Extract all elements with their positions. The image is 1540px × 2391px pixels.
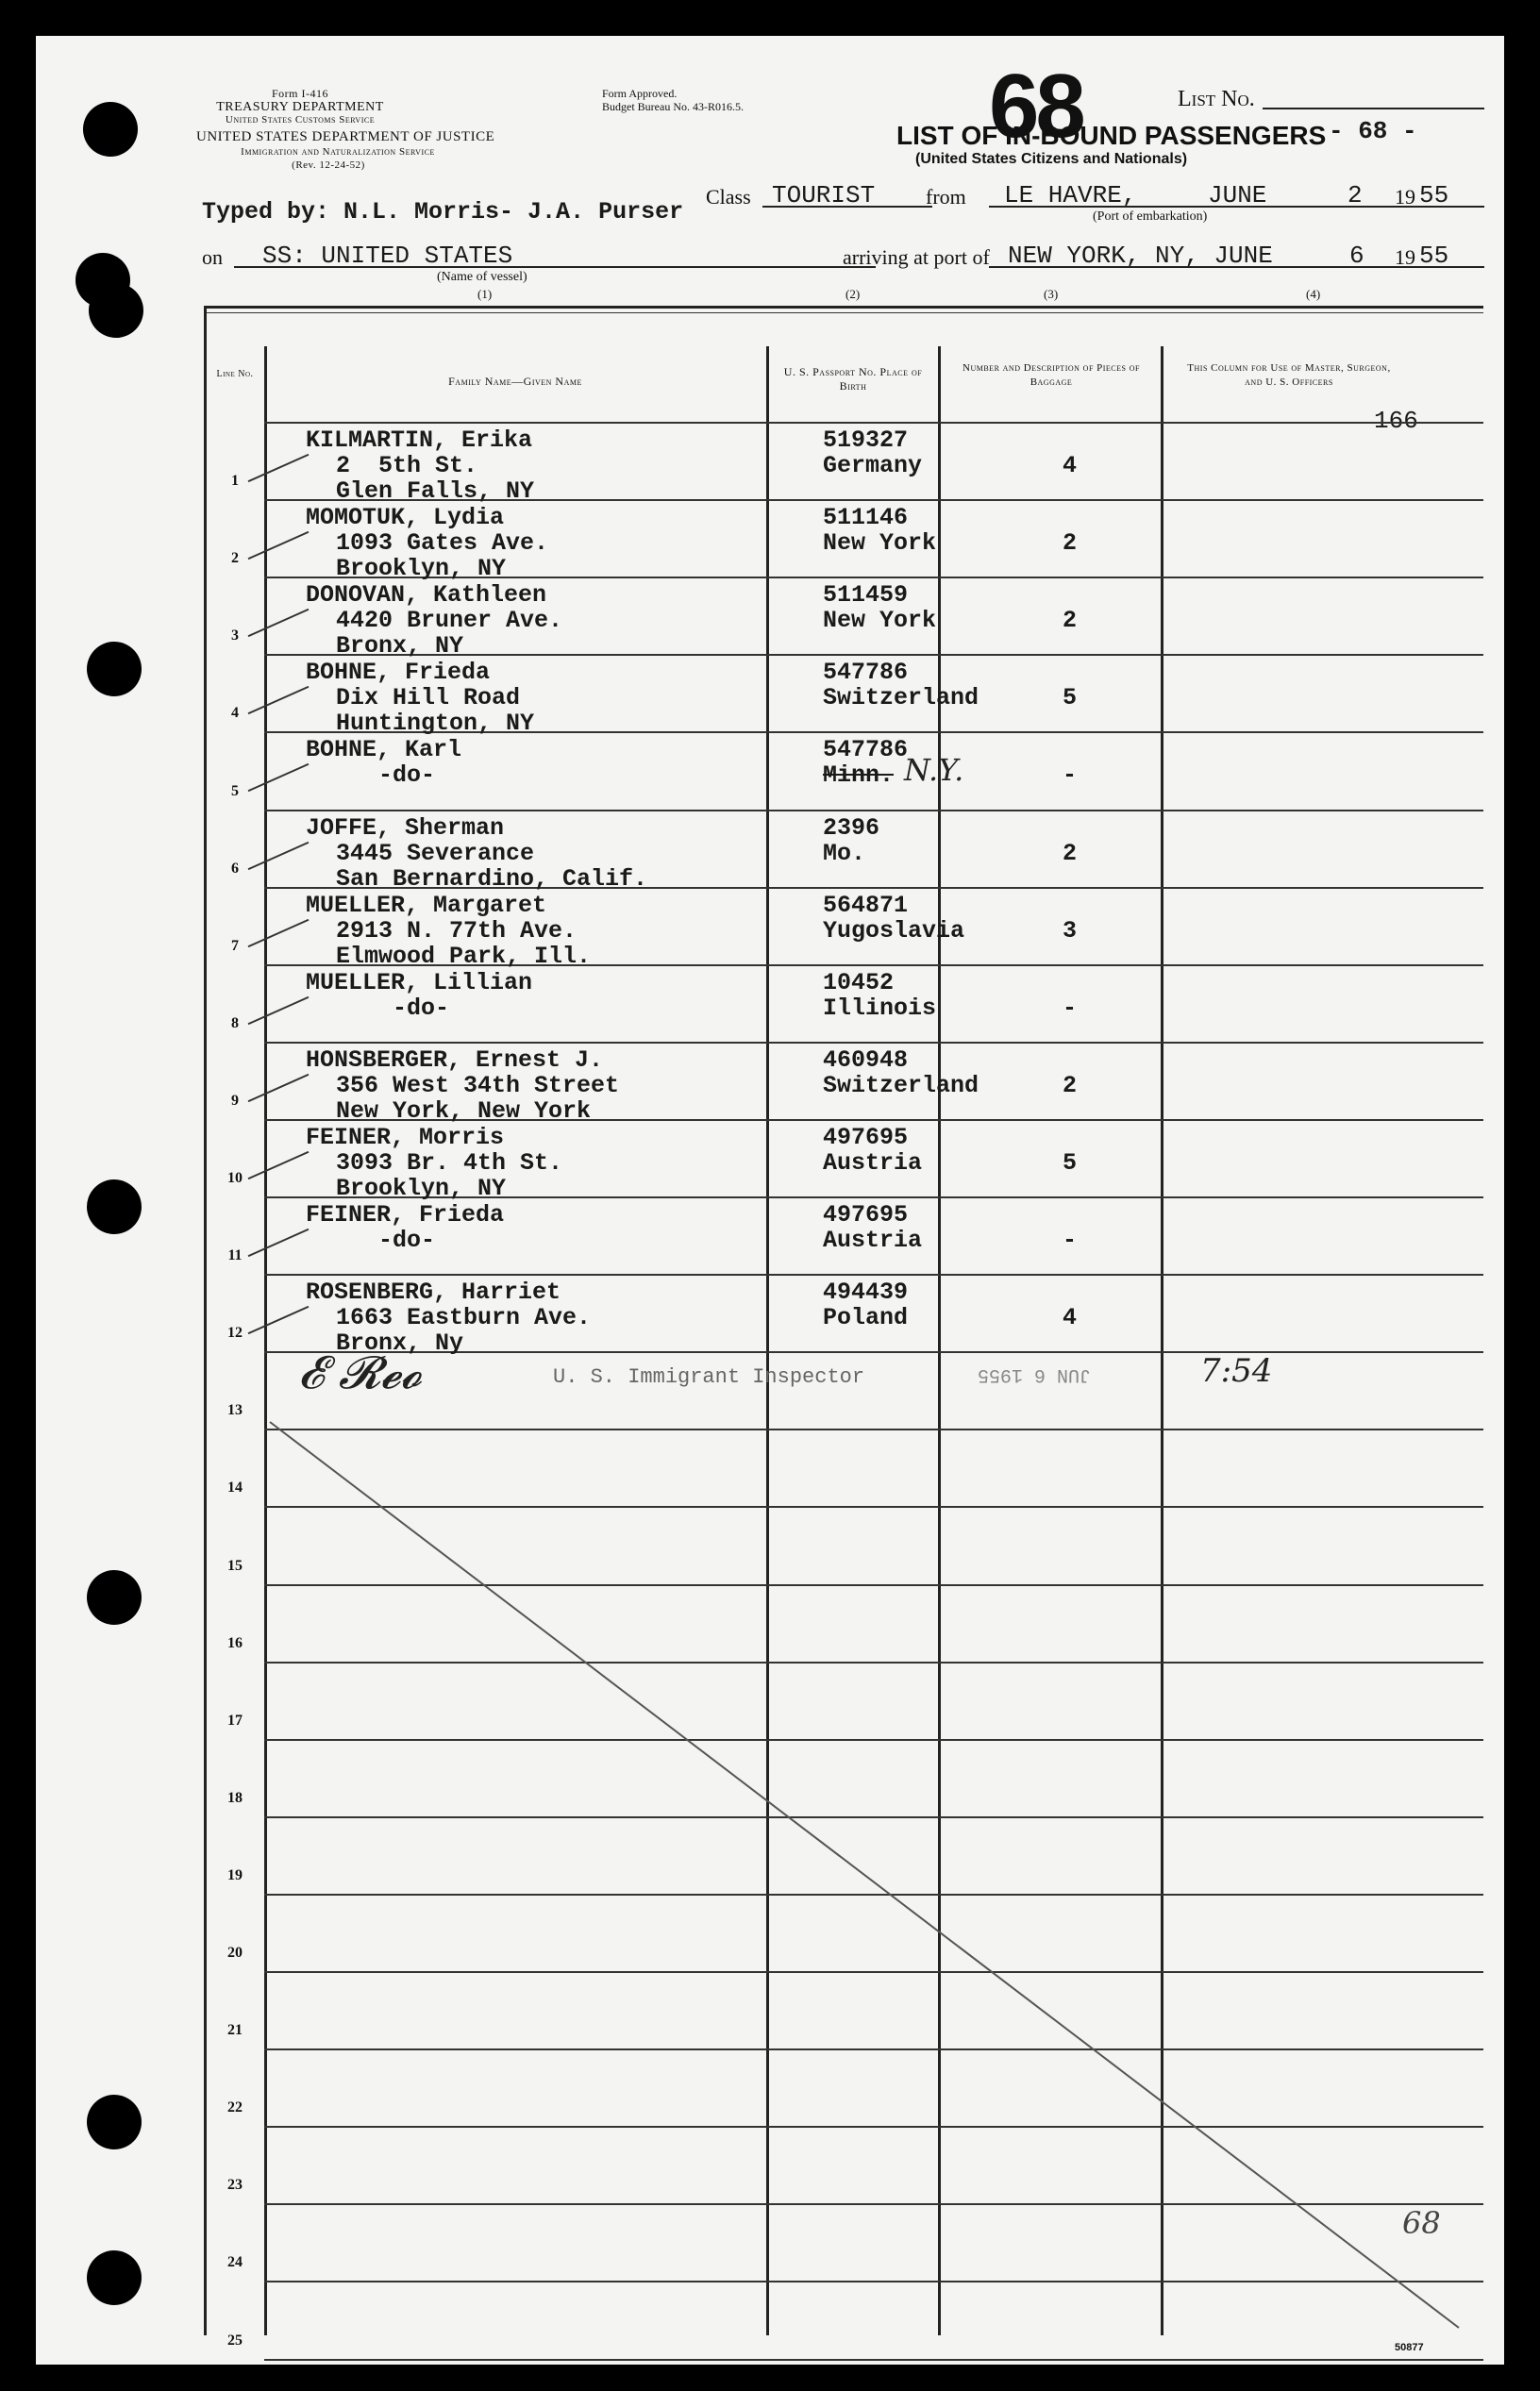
passenger-address-2: Huntington, NY xyxy=(336,710,535,738)
passenger-address-2: Bronx, NY xyxy=(336,632,464,660)
date-stamp: JUN 6 1955 xyxy=(978,1363,1092,1385)
place-of-birth: Switzerland xyxy=(823,684,979,712)
dept-treasury-sub: United States Customs Service xyxy=(225,114,376,125)
baggage-count: 4 xyxy=(1063,452,1078,479)
place-of-birth: Poland xyxy=(823,1304,909,1332)
line-number: 14 xyxy=(227,1480,243,1496)
baggage-count: - xyxy=(1063,1227,1078,1254)
passport-number: 564871 xyxy=(823,891,909,919)
passenger-address-1: 3445 Severance xyxy=(336,839,535,867)
time-note: 7:54 xyxy=(1200,1352,1273,1390)
baggage-count: 2 xyxy=(1063,839,1078,867)
from-year: 55 xyxy=(1419,181,1449,209)
baggage-count: 2 xyxy=(1063,529,1078,558)
from-year-prefix: 19 xyxy=(1395,185,1415,209)
place-of-birth: Switzerland xyxy=(823,1071,979,1099)
line-number: 9 xyxy=(231,1092,239,1109)
form-number: Form I-416 xyxy=(272,87,328,100)
place-of-birth: New York xyxy=(823,607,937,635)
col-num-1: (1) xyxy=(477,287,493,301)
line-number: 17 xyxy=(227,1712,243,1729)
from-month: JUNE xyxy=(1208,181,1267,209)
passenger-address-1: 2913 N. 77th Ave. xyxy=(336,916,578,945)
passenger-name: ROSENBERG, Harriet xyxy=(306,1279,561,1307)
line-number: 23 xyxy=(227,2177,243,2194)
line-number: 25 xyxy=(227,2332,243,2349)
place-of-birth: New York xyxy=(823,529,937,558)
line-number: 5 xyxy=(231,782,239,799)
passenger-address-2: Elmwood Park, Ill. xyxy=(336,942,592,970)
line-number: 10 xyxy=(227,1170,243,1186)
line-number: 6 xyxy=(231,860,239,877)
list-no-value: - 68 - xyxy=(1329,117,1417,145)
place-of-birth: Germany xyxy=(823,452,923,479)
passport-number: 547786 xyxy=(823,736,909,764)
from-label: from xyxy=(926,185,966,209)
class-label: Class xyxy=(706,185,751,209)
row-rule xyxy=(264,2359,1483,2361)
col-num-2: (2) xyxy=(845,287,861,301)
arrival-day: 6 xyxy=(1349,242,1364,270)
list-no-label: List No. xyxy=(1178,87,1255,111)
passenger-address-1: Dix Hill Road xyxy=(336,684,521,712)
punch-hole xyxy=(87,2095,142,2149)
line-number: 16 xyxy=(227,1634,243,1651)
header-baggage: Number and Description of Pieces of Baggage xyxy=(962,362,1140,388)
arrival-port: NEW YORK, NY, JUNE xyxy=(1008,242,1273,270)
typed-by: Typed by: N.L. Morris- J.A. Purser xyxy=(202,198,684,226)
place-of-birth: Yugoslavia xyxy=(823,916,965,945)
manifest-page xyxy=(36,36,1504,2365)
passenger-address-1: 356 West 34th Street xyxy=(336,1071,620,1099)
passenger-address-1: 1663 Eastburn Ave. xyxy=(336,1304,592,1332)
birth-correction-note: N.Y. xyxy=(904,752,964,789)
from-day: 2 xyxy=(1348,181,1363,209)
col-num-4: (4) xyxy=(1306,287,1321,301)
line-number: 24 xyxy=(227,2254,243,2271)
passenger-name: MUELLER, Lillian xyxy=(306,968,533,996)
passenger-name: JOFFE, Sherman xyxy=(306,813,505,842)
passenger-address-1: -do- xyxy=(336,994,450,1022)
baggage-count: - xyxy=(1063,761,1078,790)
punch-hole xyxy=(83,102,138,157)
passenger-name: MUELLER, Margaret xyxy=(306,891,547,919)
arriving-label: arriving at port of xyxy=(843,245,990,269)
passenger-address-2: San Bernardino, Calif. xyxy=(336,864,648,893)
page-note: 68 xyxy=(1402,2205,1441,2241)
baggage-count: 4 xyxy=(1063,1304,1078,1332)
passenger-address-1: 1093 Gates Ave. xyxy=(336,529,549,558)
list-no-underline xyxy=(1263,108,1484,109)
place-of-birth: Austria xyxy=(823,1227,923,1254)
line-number: 12 xyxy=(227,1325,243,1342)
passport-number: 547786 xyxy=(823,659,909,687)
header-name: Family Name—Given Name xyxy=(448,375,582,388)
line-number: 7 xyxy=(231,937,239,954)
arrival-year-prefix: 19 xyxy=(1395,245,1415,269)
passenger-address-1: 4420 Bruner Ave. xyxy=(336,607,563,635)
passenger-address-2: Glen Falls, NY xyxy=(336,477,535,505)
passport-number: 460948 xyxy=(823,1045,909,1074)
baggage-count: 5 xyxy=(1063,1148,1078,1177)
footer-code: 50877 xyxy=(1395,2342,1424,2353)
from-underline xyxy=(989,206,1484,208)
port-caption: (Port of embarkation) xyxy=(1093,209,1208,224)
passenger-address-1: 3093 Br. 4th St. xyxy=(336,1148,563,1177)
passenger-address-2: New York, New York xyxy=(336,1096,592,1125)
officer-note-166: 166 xyxy=(1374,407,1418,435)
list-big-number: 68 xyxy=(989,56,1082,157)
punch-hole xyxy=(87,1179,142,1234)
baggage-count: 3 xyxy=(1063,916,1078,945)
passport-number: 2396 xyxy=(823,813,880,842)
arrival-year: 55 xyxy=(1419,242,1449,270)
punch-hole xyxy=(87,2250,142,2305)
passport-number: 519327 xyxy=(823,426,909,454)
line-number: 19 xyxy=(227,1866,243,1883)
passport-number: 511459 xyxy=(823,581,909,610)
header-officers: This Column for Use of Master, Surgeon, and U. S. Officers xyxy=(1187,362,1391,388)
place-of-birth: Minn. xyxy=(823,761,895,790)
line-number: 13 xyxy=(227,1402,243,1419)
line-number: 15 xyxy=(227,1557,243,1574)
passenger-name: BOHNE, Frieda xyxy=(306,659,491,687)
on-label: on xyxy=(202,245,223,269)
punch-hole xyxy=(87,642,142,696)
baggage-count: 5 xyxy=(1063,684,1078,712)
passenger-address-2: Bronx, Ny xyxy=(336,1329,464,1358)
list-title: LIST OF IN-BOUND PASSENGERS xyxy=(896,121,1327,150)
form-approved: Form Approved. xyxy=(602,87,678,100)
line-number: 11 xyxy=(227,1247,243,1264)
punch-hole xyxy=(89,283,143,338)
dept-justice: UNITED STATES DEPARTMENT OF JUSTICE xyxy=(196,129,495,144)
punch-hole xyxy=(87,1570,142,1625)
class-value: TOURIST xyxy=(772,181,876,209)
line-number: 1 xyxy=(231,473,239,490)
passport-number: 511146 xyxy=(823,504,909,532)
passenger-address-1: -do- xyxy=(336,1227,436,1254)
passenger-name: MOMOTUK, Lydia xyxy=(306,504,505,532)
cancel-diagonal xyxy=(204,309,1483,2335)
passenger-name: DONOVAN, Kathleen xyxy=(306,581,547,610)
passenger-address-1: -do- xyxy=(336,761,436,790)
passenger-name: HONSBERGER, Ernest J. xyxy=(306,1045,604,1074)
passport-number: 10452 xyxy=(823,968,895,996)
passenger-name: BOHNE, Karl xyxy=(306,736,462,764)
line-number: 20 xyxy=(227,1945,243,1961)
line-number: 4 xyxy=(231,705,239,722)
header-line-no: Line No. xyxy=(216,369,254,379)
line-number: 18 xyxy=(227,1789,243,1806)
passenger-address-2: Brooklyn, NY xyxy=(336,555,507,583)
passport-number: 494439 xyxy=(823,1279,909,1307)
place-of-birth: Illinois xyxy=(823,994,937,1022)
dept-justice-sub: Immigration and Naturalization Service xyxy=(241,146,435,158)
col-num-3: (3) xyxy=(1044,287,1059,301)
header-passport: U. S. Passport No. Place of Birth xyxy=(783,365,923,393)
dept-treasury: TREASURY DEPARTMENT xyxy=(216,100,384,114)
line-number: 22 xyxy=(227,2099,243,2116)
passenger-address-2: Brooklyn, NY xyxy=(336,1174,507,1202)
passport-number: 497695 xyxy=(823,1123,909,1151)
baggage-count: 2 xyxy=(1063,1071,1078,1099)
vessel-name: SS: UNITED STATES xyxy=(262,242,513,270)
passenger-address-1: 2 5th St. xyxy=(336,452,478,479)
revision-date: (Rev. 12-24-52) xyxy=(292,159,365,171)
line-number: 2 xyxy=(231,550,239,567)
vessel-caption: (Name of vessel) xyxy=(437,270,527,284)
place-of-birth: Mo. xyxy=(823,839,866,867)
from-port: LE HAVRE, xyxy=(1004,181,1137,209)
line-number: 3 xyxy=(231,627,239,644)
baggage-count: 2 xyxy=(1063,607,1078,635)
passenger-name: KILMARTIN, Erika xyxy=(306,426,533,454)
class-underline xyxy=(762,206,932,208)
line-number: 8 xyxy=(231,1014,239,1031)
list-subtitle: (United States Citizens and Nationals) xyxy=(915,151,1188,167)
inspector-stamp: U. S. Immigrant Inspector xyxy=(553,1365,865,1389)
baggage-count: - xyxy=(1063,994,1078,1022)
passenger-name: FEINER, Frieda xyxy=(306,1201,505,1229)
line-number: 21 xyxy=(227,2022,243,2039)
arrival-underline xyxy=(989,266,1484,268)
place-of-birth: Austria xyxy=(823,1148,923,1177)
passenger-name: FEINER, Morris xyxy=(306,1123,505,1151)
inspector-signature: 𝓔 𝓡𝓮𝓸 xyxy=(298,1346,423,1399)
vessel-underline xyxy=(234,266,876,268)
budget-bureau: Budget Bureau No. 43-R016.5. xyxy=(602,100,744,113)
passport-number: 497695 xyxy=(823,1201,909,1229)
